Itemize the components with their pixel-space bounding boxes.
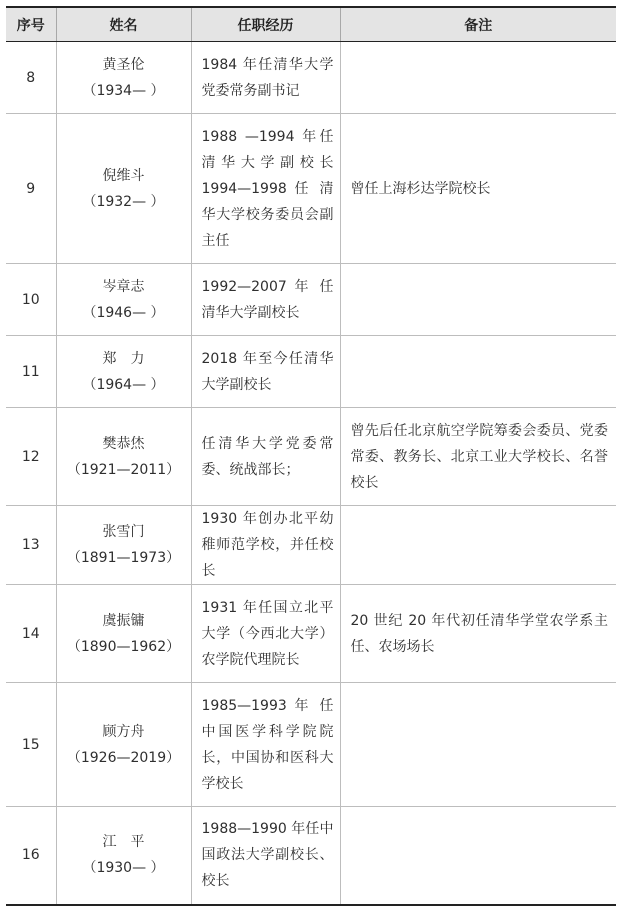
career-cell: 1931 年任国立北平大学（今西北大学）农学院代理院长 — [191, 585, 340, 683]
person-name: 江 平 — [102, 834, 145, 851]
person-cell — [56, 336, 191, 408]
note-cell — [340, 336, 616, 408]
row-number: 13 — [6, 506, 56, 585]
person-name: 虞振镛 — [102, 612, 145, 629]
table-row — [6, 114, 616, 264]
row-number: 8 — [6, 42, 56, 114]
career-cell: 1985—1993 年 任中国医学科学院院长，中国协和医科大学校长 — [191, 683, 340, 807]
person-years: （1964— ） — [82, 376, 165, 393]
row-number: 14 — [6, 585, 56, 683]
career-cell: 1988—1990 年任中国政法大学副校长、校长 — [191, 807, 340, 905]
person-name: 黄圣伦 — [102, 56, 145, 73]
table-row — [6, 506, 616, 585]
person-years: （1934— ） — [82, 82, 165, 99]
person-cell — [56, 585, 191, 683]
note-cell: 曾先后任北京航空学院筹委会委员、党委常委、教务长、北京工业大学校长、名誉校长 — [340, 408, 616, 506]
row-number: 12 — [6, 408, 56, 506]
person-name: 岑章志 — [102, 278, 145, 295]
person-name: 张雪门 — [102, 524, 145, 540]
row-number: 11 — [6, 336, 56, 408]
note-cell — [340, 683, 616, 807]
table-body — [6, 42, 616, 905]
table-row — [6, 336, 616, 408]
person-cell — [56, 114, 191, 264]
table-row — [6, 42, 616, 114]
table-row — [6, 683, 616, 807]
person-years: （1891—1973） — [66, 550, 181, 566]
career-cell: 1984 年任清华大学党委常务副书记 — [191, 42, 340, 114]
header-note: 备注 — [340, 7, 616, 42]
table-row — [6, 408, 616, 506]
career-cell: 任清华大学党委常委、统战部长； — [191, 408, 340, 506]
note-cell — [340, 506, 616, 585]
person-years: （1890—1962） — [66, 638, 181, 655]
note-cell — [340, 807, 616, 905]
person-name: 倪维斗 — [102, 167, 145, 184]
table-row — [6, 585, 616, 683]
career-cell: 1988 —1994 年任清华大学副校长 1994—1998 任 清华大学校务委员会副主任 — [191, 114, 340, 264]
note-cell: 曾任上海杉达学院校长 — [340, 114, 616, 264]
note-cell: 20 世纪 20 年代初任清华学堂农学系主任、农场场长 — [340, 585, 616, 683]
career-cell: 1992—2007 年 任清华大学副校长 — [191, 264, 340, 336]
row-number: 10 — [6, 264, 56, 336]
person-name: 郑 力 — [102, 350, 145, 367]
person-cell — [56, 807, 191, 905]
table-header-row — [6, 7, 616, 42]
note-cell — [340, 42, 616, 114]
person-cell — [56, 683, 191, 807]
table-row — [6, 807, 616, 905]
row-number: 16 — [6, 807, 56, 905]
header-career: 任职经历 — [191, 7, 340, 42]
personnel-table — [6, 6, 616, 906]
table-row — [6, 264, 616, 336]
row-number: 15 — [6, 683, 56, 807]
person-name: 顾方舟 — [102, 723, 145, 740]
person-years: （1926—2019） — [66, 749, 181, 766]
person-years: （1946— ） — [82, 304, 165, 321]
person-cell — [56, 506, 191, 585]
career-cell: 1930 年创办北平幼稚师范学校，并任校长 — [191, 506, 340, 585]
person-cell — [56, 408, 191, 506]
person-cell — [56, 264, 191, 336]
person-cell — [56, 42, 191, 114]
personnel-table-container — [6, 6, 616, 906]
person-years: （1930— ） — [82, 860, 165, 877]
person-name: 樊恭烋 — [102, 435, 145, 452]
person-years: （1921—2011） — [66, 461, 181, 478]
person-years: （1932— ） — [82, 193, 165, 210]
header-number: 序号 — [6, 7, 56, 42]
row-number: 9 — [6, 114, 56, 264]
header-name: 姓名 — [56, 7, 191, 42]
career-cell: 2018 年至今任清华大学副校长 — [191, 336, 340, 408]
note-cell — [340, 264, 616, 336]
